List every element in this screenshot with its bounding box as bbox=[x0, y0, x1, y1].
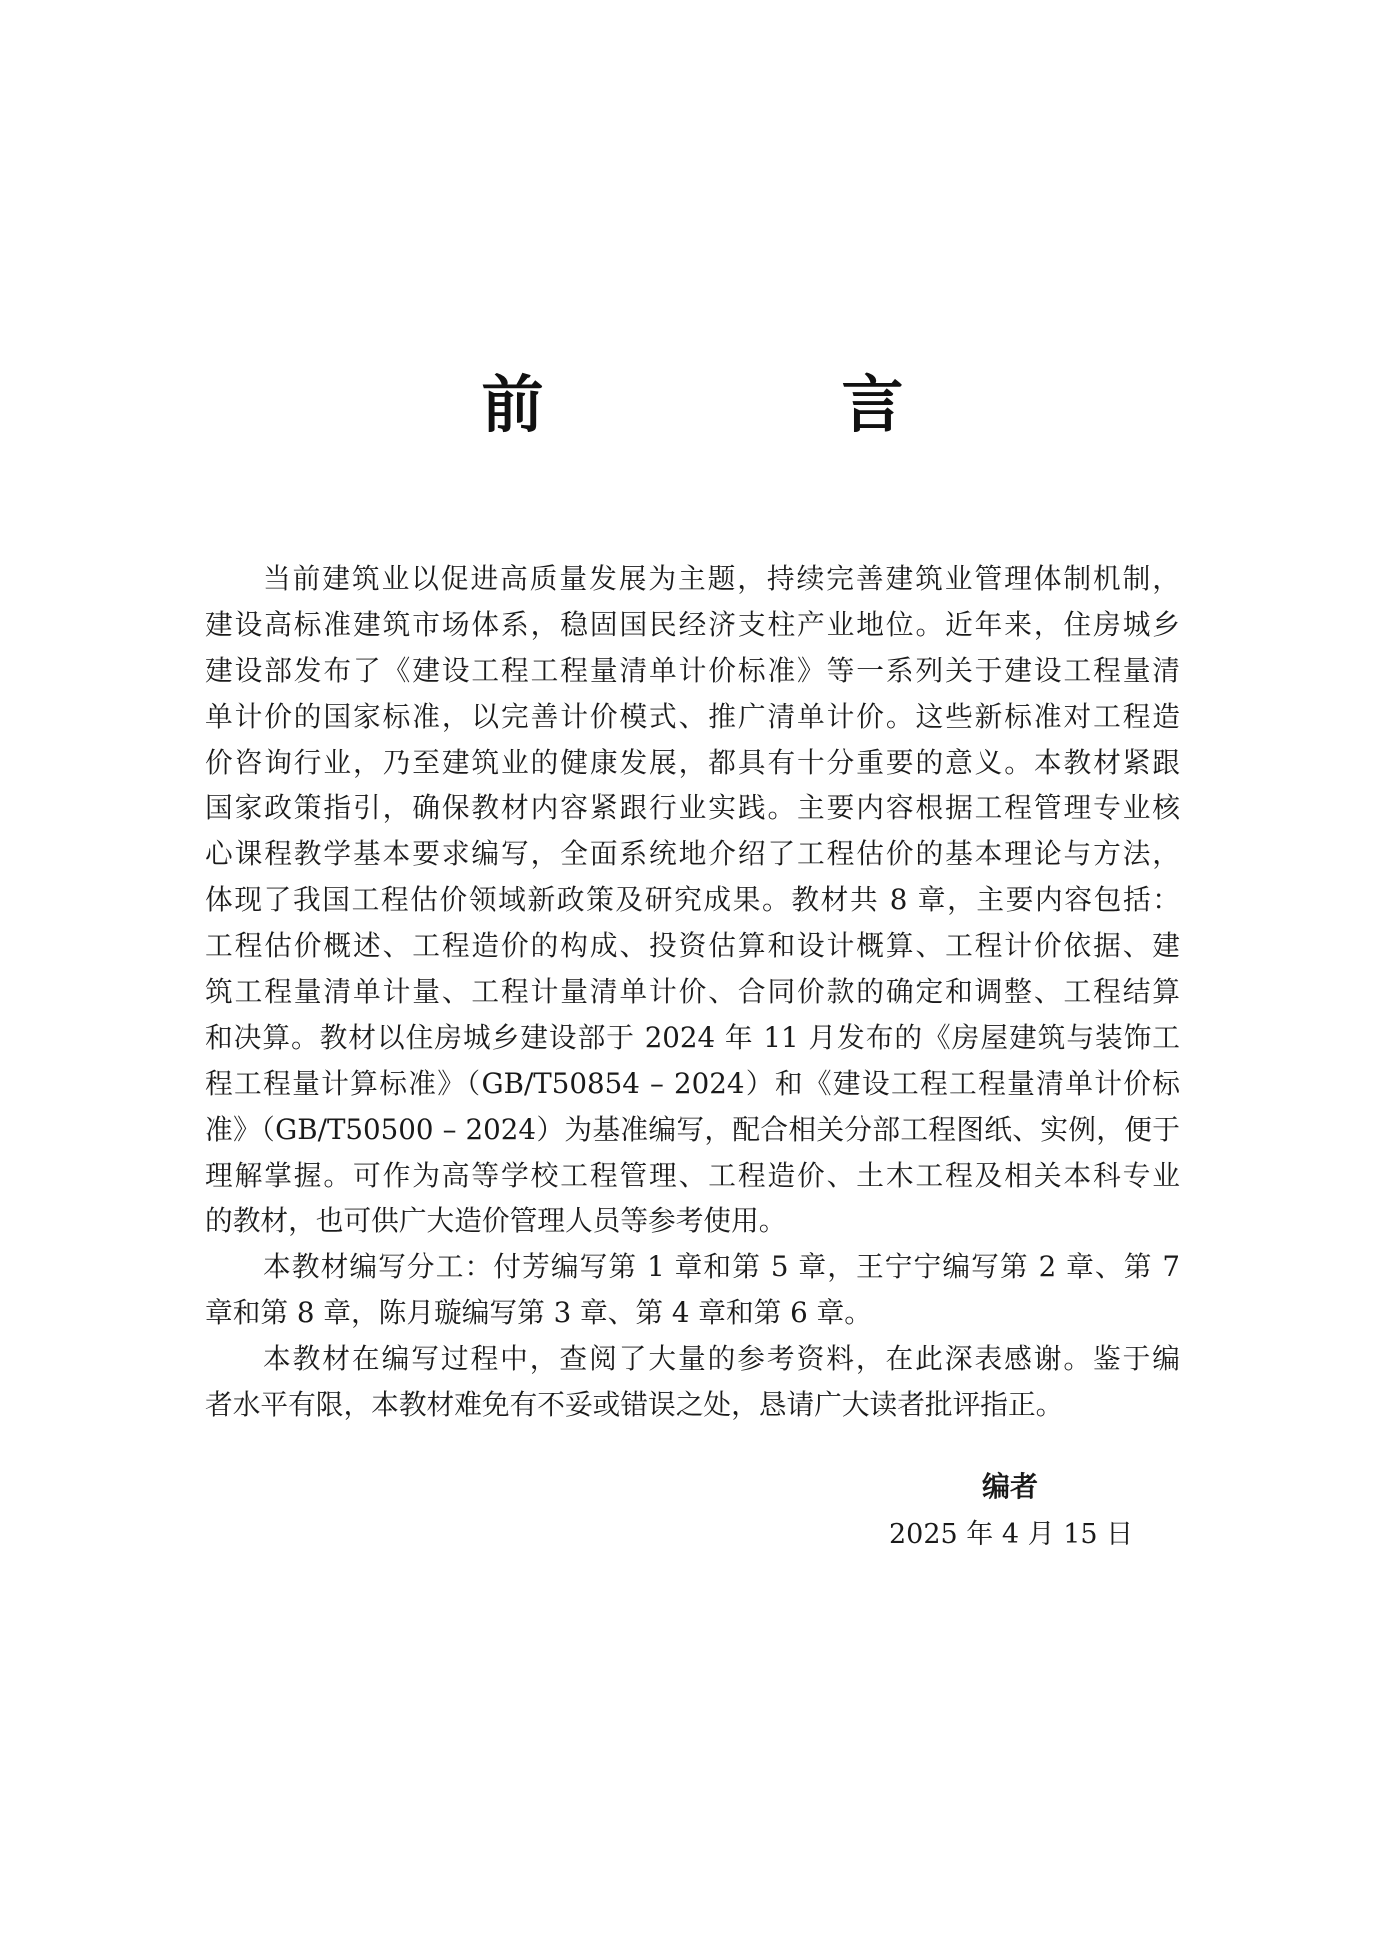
text-line: 理解掌握。可作为高等学校工程管理、工程造价、土木工程及相关本科专业 bbox=[205, 1158, 1180, 1192]
text-line: 建设高标准建筑市场体系，稳固国民经济支柱产业地位。近年来，住房城乡 bbox=[205, 607, 1180, 641]
text-line: 筑工程量清单计量、工程计量清单计价、合同价款的确定和调整、工程结算 bbox=[205, 975, 1180, 1009]
paragraph-2 bbox=[205, 1244, 1180, 1336]
text-line: 的教材，也可供广大造价管理人员等参考使用。 bbox=[205, 1204, 787, 1238]
text-line: 体现了我国工程估价领域新政策及研究成果。教材共 8 章，主要内容包括： bbox=[205, 883, 1180, 917]
text-line: 建设部发布了《建设工程工程量清单计价标准》等一系列关于建设工程量清 bbox=[205, 653, 1180, 687]
text-line: 本教材在编写过程中，查阅了大量的参考资料，在此深表感谢。鉴于编 bbox=[263, 1342, 1180, 1376]
text-line: 和决算。教材以住房城乡建设部于 2024 年 11 月发布的《房屋建筑与装饰工 bbox=[205, 1020, 1180, 1054]
text-line: 本教材编写分工：付芳编写第 1 章和第 5 章，王宁宁编写第 2 章、第 7 bbox=[263, 1250, 1180, 1284]
text-line: 价咨询行业，乃至建筑业的健康发展，都具有十分重要的意义。本教材紧跟 bbox=[205, 745, 1180, 779]
text-line: 者水平有限，本教材难免有不妥或错误之处，恳请广大读者批评指正。 bbox=[205, 1388, 1064, 1422]
paragraph-3 bbox=[205, 1336, 1180, 1428]
text-line: 单计价的国家标准，以完善计价模式、推广清单计价。这些新标准对工程造 bbox=[205, 699, 1180, 733]
text-line: 国家政策指引，确保教材内容紧跟行业实践。主要内容根据工程管理专业核 bbox=[205, 791, 1180, 825]
text-line: 当前建筑业以促进高质量发展为主题，持续完善建筑业管理体制机制， bbox=[263, 562, 1180, 595]
text-line: 工程估价概述、工程造价的构成、投资估算和设计概算、工程计价依据、建 bbox=[205, 929, 1180, 963]
paragraph-1 bbox=[205, 556, 1180, 1244]
text-line: 程工程量计算标准》（GB/T50854 – 2024）和《建设工程工程量清单计价标 bbox=[205, 1066, 1180, 1100]
text-line: 章和第 8 章，陈月璇编写第 3 章、第 4 章和第 6 章。 bbox=[205, 1296, 872, 1330]
text-line: 心课程教学基本要求编写，全面系统地介绍了工程估价的基本理论与方法， bbox=[205, 837, 1180, 871]
text-line: 准》（GB/T50500 – 2024）为基准编写，配合相关分部工程图纸、实例，便于 bbox=[205, 1112, 1180, 1146]
signature-author: 编者 bbox=[982, 1470, 1039, 1503]
signature-date: 2025 年 4 月 15 日 bbox=[889, 1519, 1134, 1550]
page-title: 前 言 bbox=[481, 368, 1022, 441]
preface-body bbox=[205, 556, 1180, 1428]
